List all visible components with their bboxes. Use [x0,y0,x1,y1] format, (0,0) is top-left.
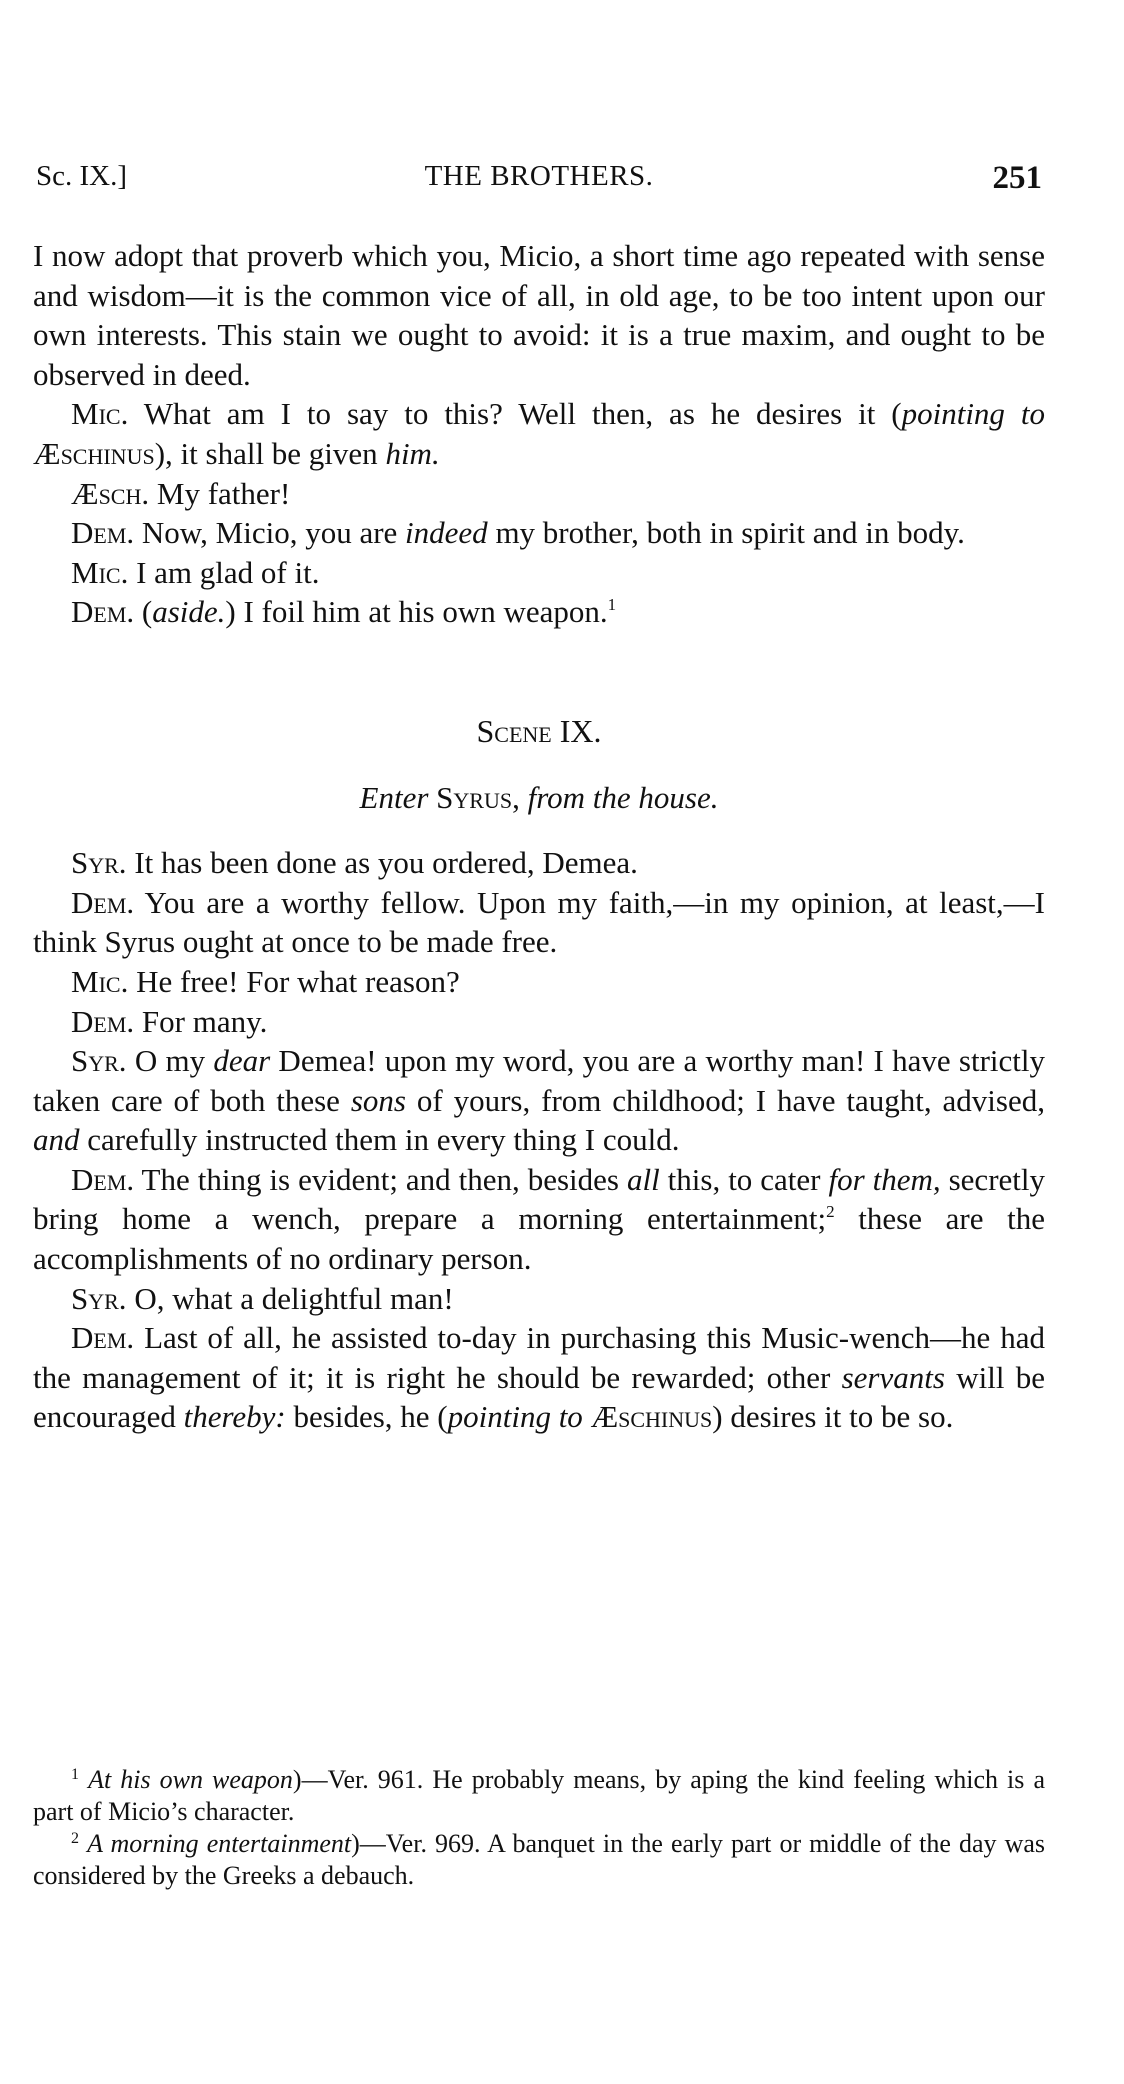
stage-direction: Enter Syrus, from the house. [359,779,719,815]
running-header [36,160,1042,204]
speaker-name: Dem. [71,884,135,920]
paragraph: I now adopt that proverb which you, Micio, a short time ago repeated with sense and wisdom—it is the common vice of all, in old age, to be too intent upon our own interests. This stain we ought to avoid: it is a true maxim, and ought to be observed in deed. [33,238,1045,392]
dialogue-line: Syr. O, what a delightful man! [71,1280,454,1316]
page-number: 251 [992,160,1042,196]
speaker-name: Dem. [71,594,135,630]
speaker-name: Mic. [71,396,129,432]
dialogue-line: Mic. What am I to say to this? Well then, as he desires it (pointing to Æschinus), it shall be given him. [33,396,1045,471]
dialogue-line: Æsch. My father! [71,475,291,511]
footnote: $^1$ At his own weapon)—Ver. 961. He probably means, by aping the kind feeling which is a part of Micio’s character. [33,1765,1045,1826]
speaker-name: Dem. [71,515,135,551]
speaker-name: Dem. [71,1161,135,1197]
dialogue-line: Mic. He free! For what reason? [71,963,460,999]
speaker-name: Mic. [71,554,129,590]
dialogue-line: Mic. I am glad of it. [71,554,320,590]
dialogue-line: Syr. It has been done as you ordered, Demea. [71,845,638,881]
dialogue-line: Dem. Last of all, he assisted to-day in purchasing this Music-wench—he had the management of it; it is right he should be rewarded; other servants will be encouraged thereby: besides, he (pointing to Æschinus) desires it to be so. [33,1320,1045,1435]
running-title: THE BROTHERS. [424,160,654,192]
character-name: Æschinus [590,1399,713,1435]
footnote-marker: 2 [826,1202,835,1222]
speaker-name: Dem. [71,1320,135,1356]
footnote-number: 1 [71,1766,79,1783]
character-name: Syrus, [436,779,520,815]
dialogue-line: Dem. (aside.) I foil him at his own weapon.$^1$ [71,594,617,630]
dialogue-line: Syr. O my dear Demea! upon my word, you are a worthy man! I have strictly taken care of both these sons of yours, from childhood; I have taught, advised, and carefully instructed them in every thing I could. [33,1043,1046,1158]
dialogue-line: Dem. The thing is evident; and then, besides all this, to cater for them, secretly bring home a wench, prepare a morning entertainment;$^2$ these are the accomplishments of no ordinary person. [33,1161,1046,1277]
speaker-name: Syr. [71,845,127,881]
footnotes [33,1764,1045,1892]
character-name: Æschinus [33,435,155,471]
dialogue-line: Dem. For many. [71,1003,268,1039]
speaker-name: Dem. [71,1003,135,1039]
footnote-marker: 1 [607,595,617,615]
speaker-name: Syr. [71,1280,127,1316]
speaker-name: Syr. [71,1043,127,1079]
scene-heading: Scene IX. [476,712,602,749]
footnote: $^2$ A morning entertainment)—Ver. 969. A banquet in the early part or middle of the day was considered by the Greeks a debauch. [33,1829,1045,1890]
speaker-name: Æsch. [71,475,150,511]
dialogue-line: Dem. You are a worthy fellow. Upon my faith,—in my opinion, at least,—I think Syrus ought at once to be made free. [33,884,1045,960]
main-text [33,236,1045,1437]
footnote-number: 2 [71,1830,79,1847]
dialogue-line: Dem. Now, Micio, you are indeed my brother, both in spirit and in body. [71,515,965,551]
scene-reference: Sc. IX.] [36,160,128,192]
speaker-name: Mic. [71,963,129,999]
